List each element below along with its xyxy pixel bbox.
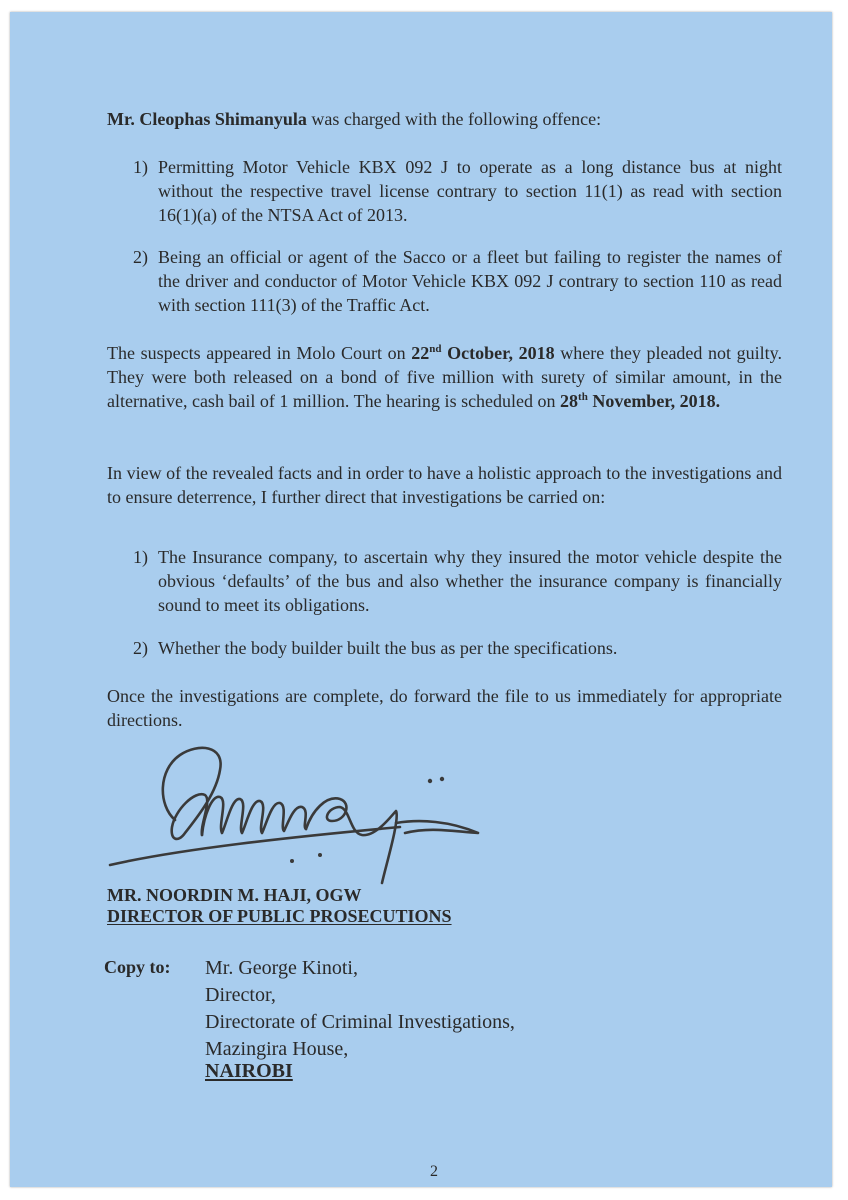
copy-to-label	[104, 955, 171, 979]
signatory-title: DIRECTOR OF PUBLIC PROSECUTIONS	[107, 906, 452, 926]
intro-text: was charged with the following offence:	[306, 109, 602, 129]
page-number: 2	[430, 1163, 438, 1180]
hearing-date	[560, 391, 720, 411]
court-text: where they pleaded not guilty. They were both released on a bond of five million with surety of similar amount, in the alternative, cash bail of 1 million. The hearing is scheduled on	[107, 343, 783, 411]
directive-paragraph: In view of the revealed facts and in order to have a holistic approach to the investigations and to ensure deterrence, I further direct that investigations be carried on:	[107, 463, 782, 507]
recipient-line: Mr. George Kinoti,	[205, 957, 358, 979]
recipient-line: Mazingira House,	[205, 1038, 349, 1060]
appearance-day: 22	[411, 343, 430, 363]
appearance-month-year: October, 2018	[441, 343, 555, 363]
investigation-text: The Insurance company, to ascertain why they insured the motor vehicle despite the obvious ‘defaults’ of the bus and also whether the insurance company is financially sound to meet its obligations.	[158, 547, 782, 615]
recipient-city: NAIROBI	[205, 1060, 293, 1082]
investigation-number: 2)	[133, 638, 148, 658]
court-text: The suspects appeared in Molo Court on	[107, 343, 412, 363]
accused-name: Mr. Cleophas Shimanyula	[107, 109, 307, 129]
intro-paragraph	[107, 107, 747, 131]
signature-image	[100, 715, 520, 895]
appearance-day-suffix: nd	[429, 343, 442, 355]
closing-paragraph: Once the investigations are complete, do forward the file to us immediately for appropriate directions.	[107, 686, 782, 730]
charge-text: Being an official or agent of the Sacco or a fleet but failing to register the names of the driver and conductor of Motor Vehicle KBX 092 J contrary to section 110 as read with section 111(3) of the Traffic Act.	[158, 247, 782, 315]
court-paragraph	[107, 341, 782, 413]
signatory-name: MR. NOORDIN M. HAJI, OGW	[107, 885, 362, 905]
hearing-day-suffix: th	[578, 391, 588, 403]
copy-to-label-text: Copy to	[104, 957, 165, 977]
investigation-number: 1)	[133, 547, 148, 567]
recipient-line: Director,	[205, 984, 276, 1006]
investigation-text: Whether the body builder built the bus as per the specifications.	[158, 638, 618, 658]
appearance-date	[411, 343, 554, 363]
charge-number: 2)	[133, 247, 148, 267]
hearing-day: 28	[560, 391, 579, 411]
charge-text: Permitting Motor Vehicle KBX 092 J to operate as a long distance bus at night without the respective travel license contrary to section 11(1) as read with section 16(1)(a) of the NTSA Act of 2013.	[158, 157, 782, 225]
hearing-month-year: November, 2018.	[587, 391, 721, 411]
copy-to-colon: :	[164, 957, 171, 977]
recipient-line: Directorate of Criminal Investigations,	[205, 1011, 515, 1033]
charge-number: 1)	[133, 157, 148, 177]
